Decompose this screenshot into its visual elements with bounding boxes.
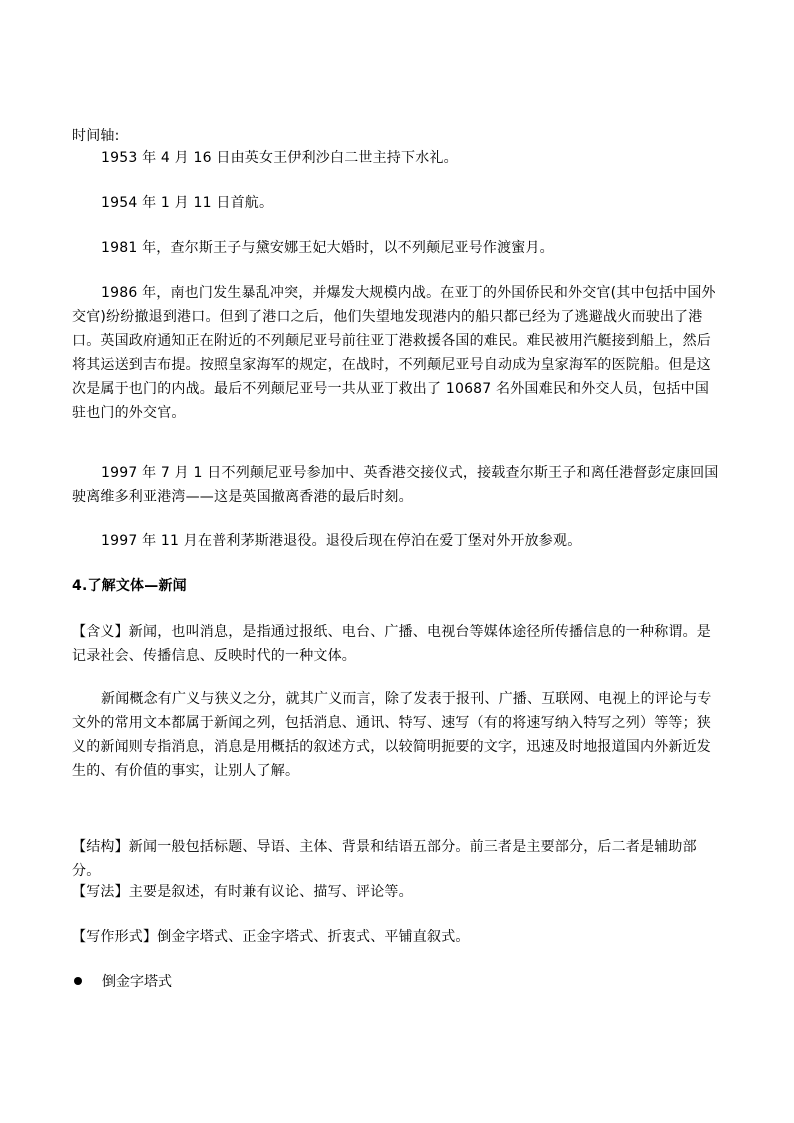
structure-paragraph: 【结构】新闻一般包括标题、导语、主体、背景和结语五部分。前三者是主要部分，后二者是辅助部分。 (72, 839, 697, 879)
timeline-item-1997-handover: 1997 年 7 月 1 日不列颠尼亚号参加中、英香港交接仪式，接载查尔斯王子和离任港督彭定康回国驶离维多利亚港湾——这是英国撤离香港的最后时刻。 (72, 465, 719, 505)
timeline-item-1954: 1954 年 1 月 11 日首航。 (101, 195, 274, 211)
timeline-item-1981: 1981 年，查尔斯王子与黛安娜王妃大婚时，以不列颠尼亚号作渡蜜月。 (101, 240, 554, 256)
concept-paragraph: 新闻概念有广义与狭义之分，就其广义而言，除了发表于报刊、广播、互联网、电视上的评论与专文外的常用文本都属于新闻之列，包括消息、通讯、特写、速写（有的将速写纳入特写之列）等等；狭义的新闻则专指消息，消息是用概括的叙述方式，以较简明扼要的文字，迅速及时地报道国内外新近发生的、有价值的事实，让别人了解。 (72, 691, 712, 779)
method-paragraph: 【写法】主要是叙述，有时兼有议论、描写、评论等。 (72, 884, 413, 900)
timeline-item-1953: 1953 年 4 月 16 日由英女王伊利沙白二世主持下水礼。 (101, 150, 458, 166)
timeline-item-1997-retire: 1997 年 11 月在普利茅斯港退役。退役后现在停泊在爱丁堡对外开放参观。 (101, 533, 582, 549)
section-heading: 4.了解文体—新闻 (72, 578, 187, 594)
timeline-item-1986: 1986 年，南也门发生暴乱冲突，并爆发大规模内战。在亚丁的外国侨民和外交官(其中包括中国外交官)纷纷撤退到港口。但到了港口之后，他们失望地发现港内的船只都已经为了逃避战火而驶出了港口。英国政府通知正在附近的不列颠尼亚号前往亚丁港救援各国的难民。难民被用汽艇接到船上，然后将其运送到吉布提。按照皇家海军的规定，在战时，不列颠尼亚号自动成为皇家海军的医院船。但是这次是属于也门的内战。最后不列颠尼亚号一共从亚丁救出了 10687 名外国难民和外交人员，包括中国驻也门的外交官。 (72, 285, 716, 421)
bullet-icon (74, 977, 82, 985)
timeline-label: 时间轴: (72, 128, 120, 144)
forms-paragraph: 【写作形式】倒金字塔式、正金字塔式、折衷式、平铺直叙式。 (72, 929, 470, 945)
bullet-item: 倒金字塔式 (102, 974, 172, 990)
meaning-paragraph: 【含义】新闻，也叫消息，是指通过报纸、电台、广播、电视台等媒体途径所传播信息的一种称谓。是记录社会、传播信息、反映时代的一种文体。 (72, 624, 711, 664)
